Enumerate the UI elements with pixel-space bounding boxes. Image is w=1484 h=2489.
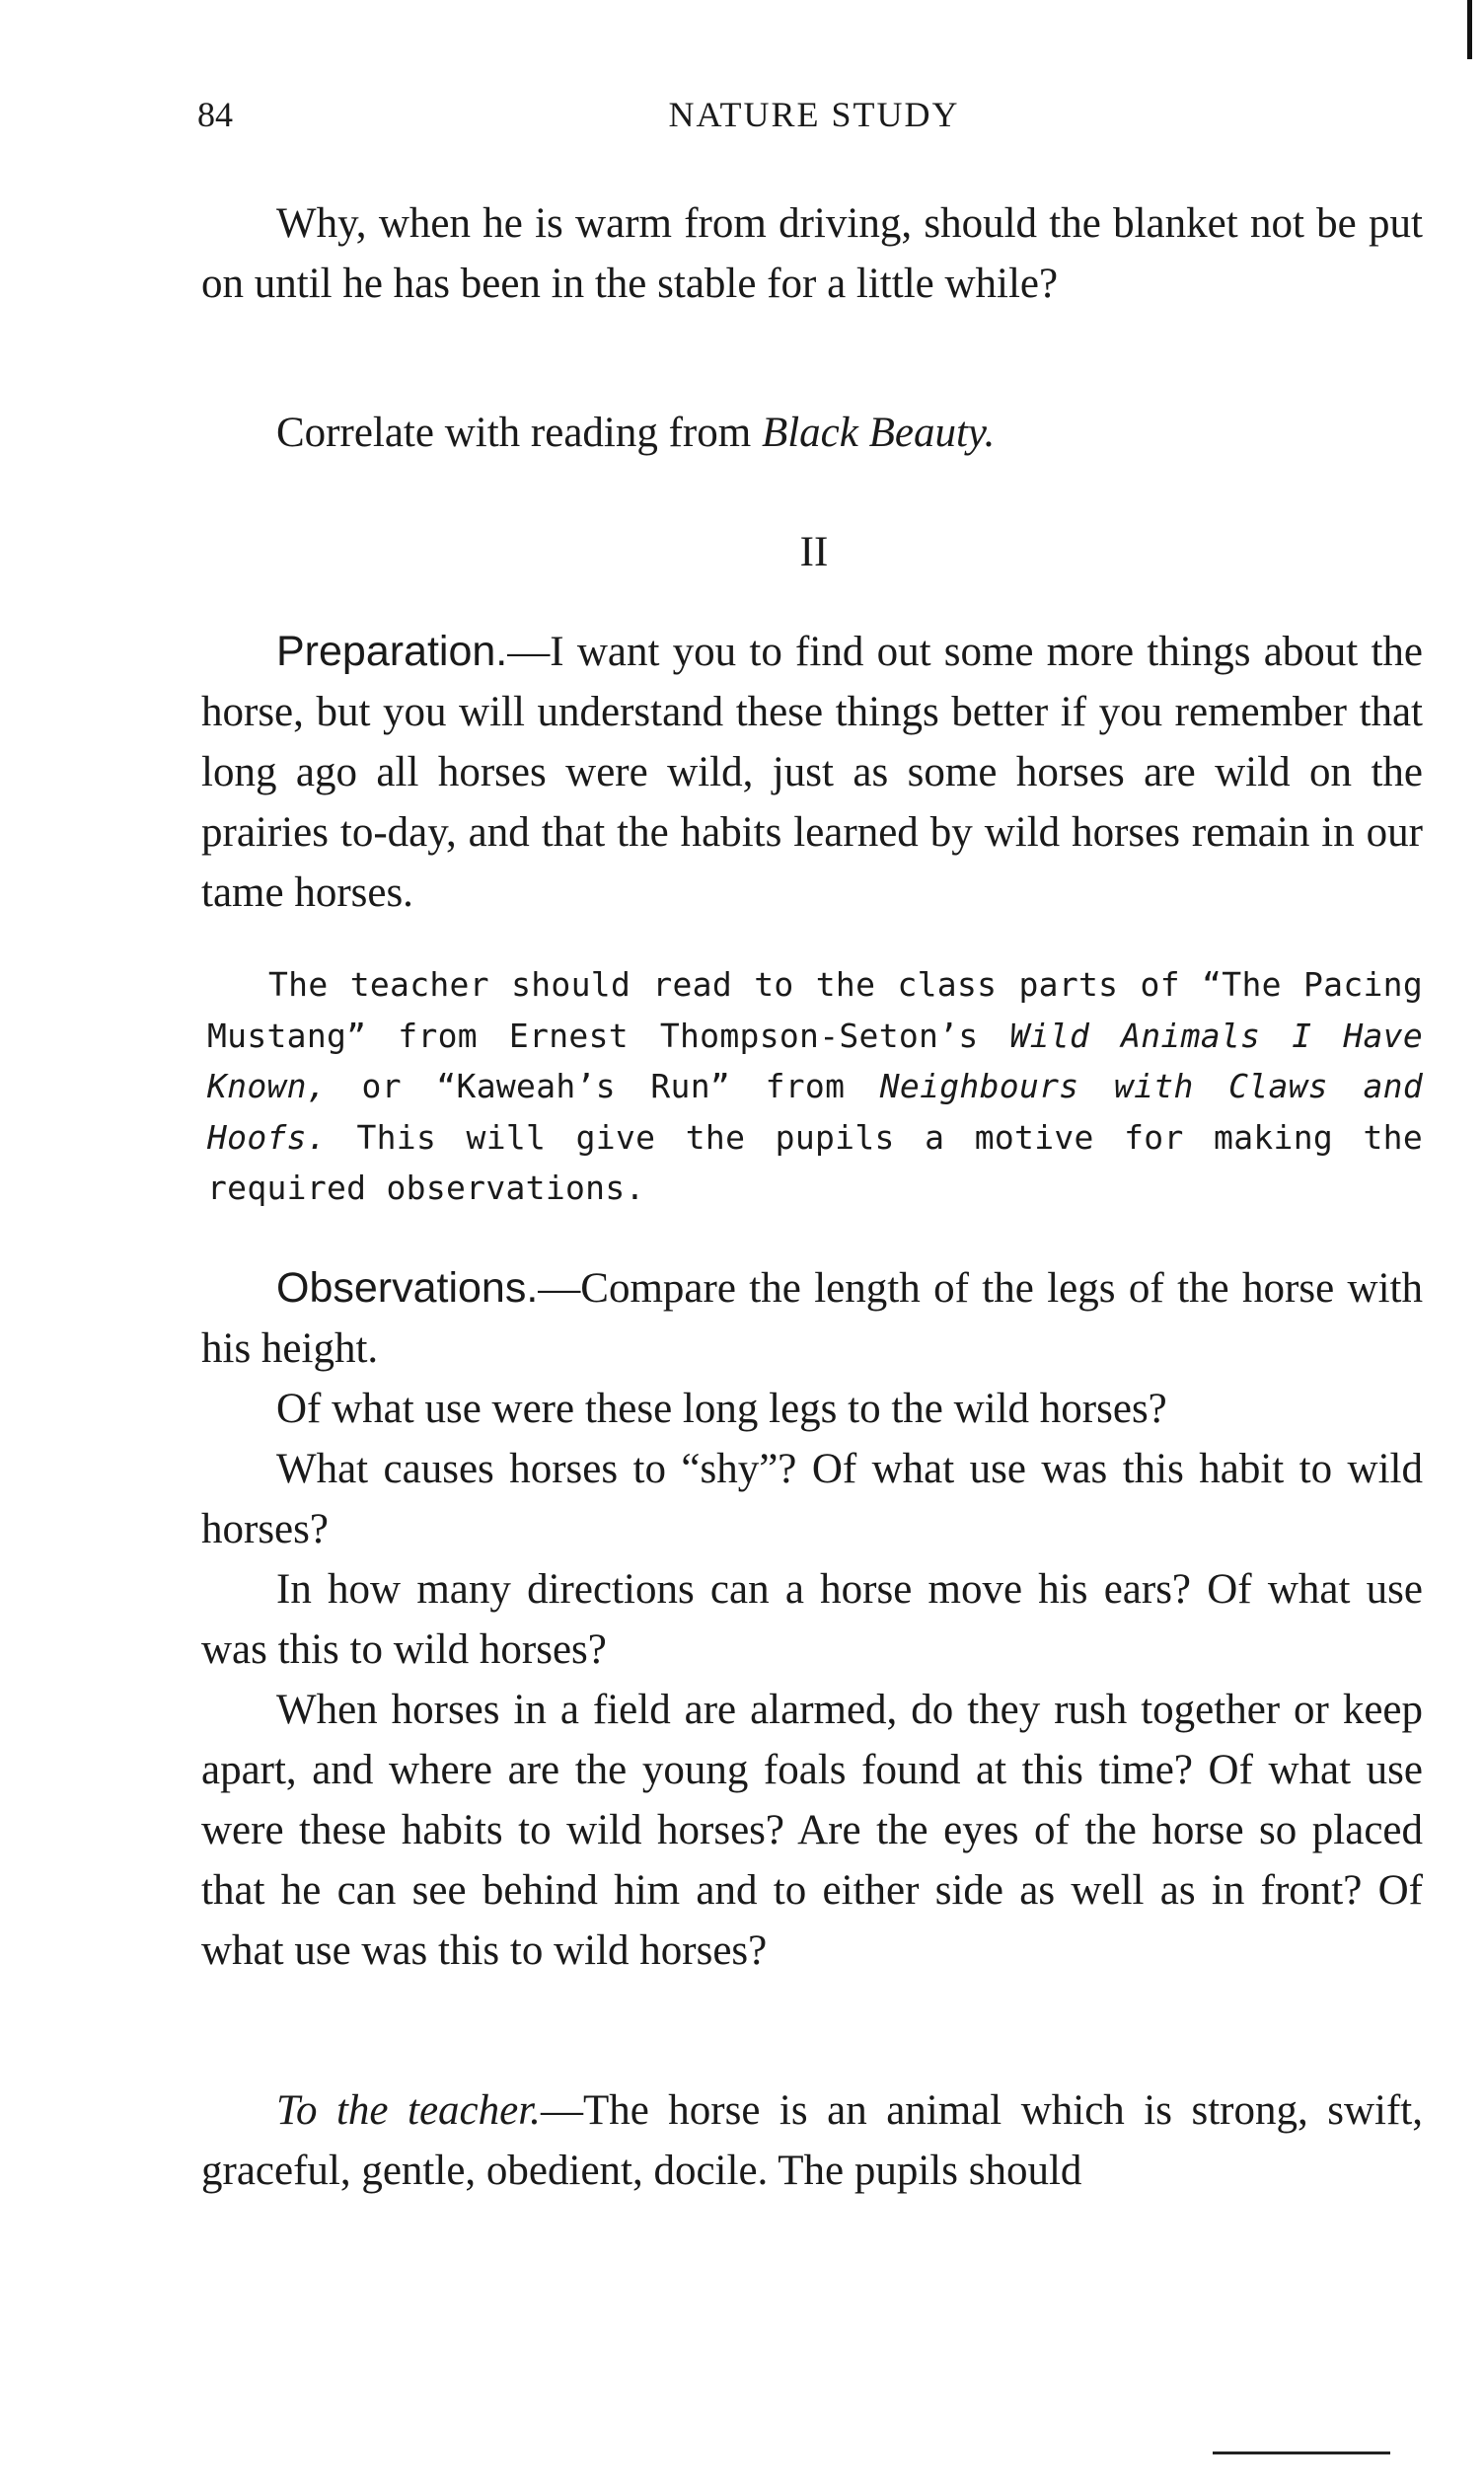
question-long-legs: Of what use were these long legs to the wild horses? (276, 1386, 1167, 1432)
teacher-note-title2: Neighbours with Claws and Hoofs. (207, 1067, 1423, 1157)
preparation-heading: Preparation. (276, 628, 508, 675)
question-shy: What causes horses to “shy”? Of what use was this habit to wild horses? (201, 1446, 1423, 1552)
preparation-text: —I want you to find out some more things about the horse, but you will understand these things better if you remember that long ago all horses were wild, just as some horses are wild on the prairies to-day, and that the habits learned by wild horses remain in our tame horses. (201, 629, 1423, 916)
question-alarmed: When horses in a field are alarmed, do they rush together or keep apart, and where are the young foals found at this time? Of what use were these habits to wild horses? Are the eyes of the horse so placed that he can see behind him and to either side as well as in front? Of what use was this to wild horses? (201, 1687, 1423, 1974)
to-teacher-heading: To the teacher. (276, 2087, 541, 2134)
observations-text: —Compare the length of the legs of the horse with his height. (201, 1265, 1423, 1372)
paragraph-correlate (201, 403, 1423, 463)
page-header (197, 94, 1431, 153)
paragraph-preparation (201, 622, 1423, 923)
teacher-note-part2: or “Kaweah’s Run” from (327, 1067, 880, 1105)
teacher-note-title1: Wild Animals I Have Known, (207, 1016, 1424, 1105)
bottom-rule (1213, 2451, 1390, 2454)
teacher-note-part1: The teacher should read to the class parts of “The Pacing Mustang” from Ernest Thompson-Seton’s (207, 965, 1423, 1055)
teacher-note (207, 959, 1423, 1214)
question-ears: In how many directions can a horse move his ears? Of what use was this to wild horses? (201, 1566, 1423, 1673)
page-number: 84 (197, 95, 233, 134)
margin-mark (1467, 0, 1472, 59)
paragraph-blanket-question: Why, when he is warm from driving, should the blanket not be put on until he has been in the stable for a little while? (201, 200, 1423, 307)
teacher-note-part3: This will give the pupils a motive for making the required observations. (207, 1117, 1423, 1207)
to-teacher-text: —The horse is an animal which is strong, swift, graceful, gentle, obedient, docile. The pupils should (201, 2087, 1423, 2194)
paragraph-to-the-teacher (201, 2080, 1423, 2201)
book-title-black-beauty: Black Beauty. (761, 410, 996, 456)
paragraph-observations (201, 1258, 1423, 1379)
running-head: NATURE STUDY (668, 95, 960, 134)
correlate-lead: Correlate with reading from (276, 410, 762, 456)
observations-heading: Observations. (276, 1264, 539, 1312)
section-number: II (799, 529, 829, 575)
